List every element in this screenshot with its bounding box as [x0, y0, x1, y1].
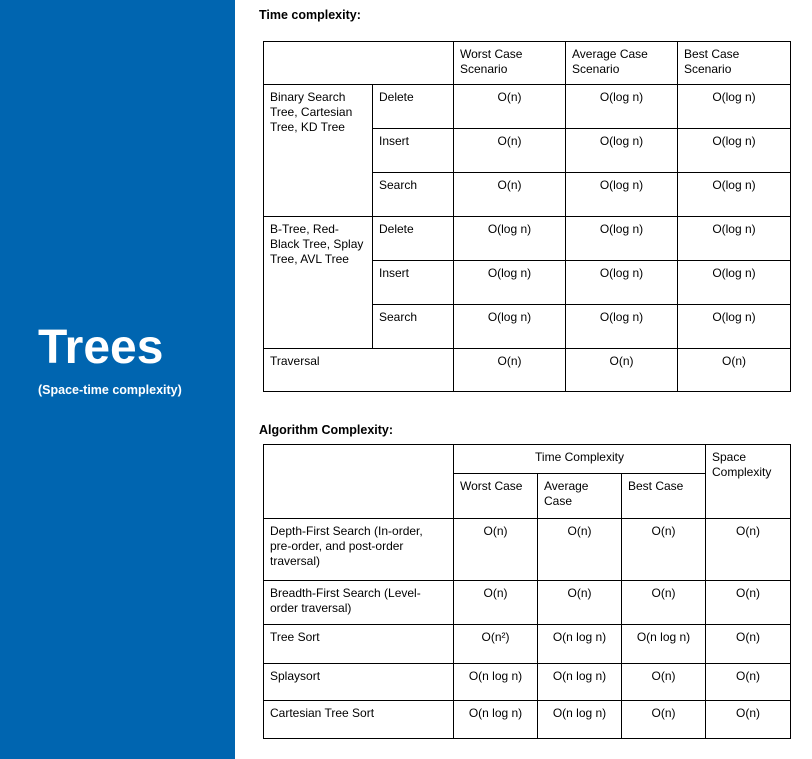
header-space-complexity: Space Complexity: [706, 445, 791, 519]
value-cell: O(n log n): [538, 625, 622, 664]
group-name-cell: B-Tree, Red-Black Tree, Splay Tree, AVL Tree: [264, 217, 373, 349]
value-cell: O(n²): [454, 625, 538, 664]
header-time-complexity: Time Complexity: [454, 445, 706, 474]
table-header-row: [264, 445, 791, 474]
value-cell: O(log n): [454, 305, 566, 349]
page-title: Trees: [38, 321, 164, 374]
value-cell: O(n): [622, 701, 706, 739]
table-header-row: [264, 42, 791, 85]
value-cell: O(log n): [454, 217, 566, 261]
operation-cell: Insert: [373, 261, 454, 305]
table-row: [264, 519, 791, 581]
table-row: [264, 85, 791, 129]
algorithm-name-cell: Breadth-First Search (Level-order traversal): [264, 581, 454, 625]
value-cell: O(n): [454, 349, 566, 392]
value-cell: O(n): [538, 581, 622, 625]
value-cell: O(log n): [678, 305, 791, 349]
value-cell: O(n): [454, 581, 538, 625]
value-cell: O(n log n): [538, 664, 622, 701]
value-cell: O(n): [454, 519, 538, 581]
algorithm-name-cell: Depth-First Search (In-order, pre-order, and post-order traversal): [264, 519, 454, 581]
value-cell: O(n): [706, 625, 791, 664]
header-worst-case: Worst Case: [454, 474, 538, 519]
value-cell: O(n): [566, 349, 678, 392]
sidebar: [0, 0, 235, 759]
value-cell: O(log n): [678, 85, 791, 129]
header-best-case: Best Case Scenario: [678, 42, 791, 85]
value-cell: O(n): [678, 349, 791, 392]
value-cell: O(log n): [566, 129, 678, 173]
value-cell: O(n): [454, 85, 566, 129]
value-cell: O(log n): [566, 305, 678, 349]
value-cell: O(log n): [566, 173, 678, 217]
value-cell: O(log n): [454, 261, 566, 305]
value-cell: O(n log n): [454, 664, 538, 701]
header-empty-cell: [264, 42, 454, 85]
operation-cell: Delete: [373, 85, 454, 129]
algorithm-name-cell: Splaysort: [264, 664, 454, 701]
header-best-case: Best Case: [622, 474, 706, 519]
value-cell: O(n): [454, 129, 566, 173]
operation-cell: Search: [373, 173, 454, 217]
value-cell: O(n): [454, 173, 566, 217]
operation-cell: Search: [373, 305, 454, 349]
group-name-cell: Binary Search Tree, Cartesian Tree, KD Tree: [264, 85, 373, 217]
value-cell: O(log n): [678, 217, 791, 261]
value-cell: O(log n): [678, 173, 791, 217]
algorithm-complexity-table: [263, 444, 791, 739]
table-row: [264, 217, 791, 261]
value-cell: O(n): [538, 519, 622, 581]
value-cell: O(n): [622, 664, 706, 701]
header-average-case: Average Case: [538, 474, 622, 519]
table-row: [264, 581, 791, 625]
time-complexity-heading: Time complexity:: [259, 8, 361, 22]
value-cell: O(log n): [566, 85, 678, 129]
value-cell: O(n): [622, 581, 706, 625]
value-cell: O(log n): [678, 129, 791, 173]
value-cell: O(n): [706, 664, 791, 701]
table-row: [264, 349, 791, 392]
value-cell: O(log n): [566, 217, 678, 261]
algorithm-name-cell: Cartesian Tree Sort: [264, 701, 454, 739]
operation-cell: Delete: [373, 217, 454, 261]
value-cell: O(log n): [566, 261, 678, 305]
value-cell: O(n): [622, 519, 706, 581]
value-cell: O(n log n): [538, 701, 622, 739]
header-worst-case: Worst Case Scenario: [454, 42, 566, 85]
table-row: [264, 664, 791, 701]
operation-cell: Insert: [373, 129, 454, 173]
value-cell: O(n log n): [622, 625, 706, 664]
traversal-label-cell: Traversal: [264, 349, 454, 392]
table-row: [264, 701, 791, 739]
value-cell: O(n): [706, 701, 791, 739]
value-cell: O(n log n): [454, 701, 538, 739]
value-cell: O(n): [706, 581, 791, 625]
table-row: [264, 625, 791, 664]
header-empty-cell: [264, 445, 454, 519]
time-complexity-table: [263, 41, 791, 392]
algorithm-complexity-heading: Algorithm Complexity:: [259, 423, 394, 437]
header-average-case: Average Case Scenario: [566, 42, 678, 85]
algorithm-name-cell: Tree Sort: [264, 625, 454, 664]
value-cell: O(n): [706, 519, 791, 581]
value-cell: O(log n): [678, 261, 791, 305]
page-subtitle: (Space-time complexity): [38, 383, 182, 397]
